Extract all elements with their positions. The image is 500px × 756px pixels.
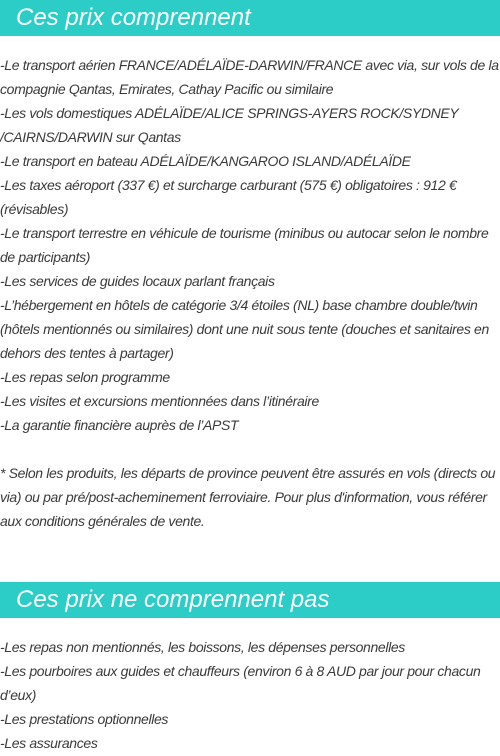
list-item: -Les taxes aéroport (337 €) et surcharge carburant (575 €) obligatoires : 912 € (révisables) — [0, 177, 457, 217]
paragraph-spacer — [0, 437, 500, 461]
list-item: -Les services de guides locaux parlant français — [0, 273, 275, 289]
list-item: -Les repas non mentionnés, les boissons, les dépenses personnelles — [0, 639, 405, 655]
list-item: -L’hébergement en hôtels de catégorie 3/4 étoiles (NL) base chambre double/twin (hôtels mentionnés ou similaires) dont une nuit sous tente (douches et sanitaires en dehors des tentes à partager) — [0, 297, 489, 361]
section-title-excludes: Ces prix ne comprennent pas — [0, 582, 500, 618]
section-excludes — [0, 582, 500, 755]
excludes-list — [0, 635, 500, 755]
list-item: -Le transport aérien FRANCE/ADÉLAÏDE-DARWIN/FRANCE avec via, sur vols de la compagnie Qantas, Emirates, Cathay Pacific ou similaire — [0, 57, 499, 97]
list-item: -Les visites et excursions mentionnées dans l’itinéraire — [0, 393, 319, 409]
footnote: * Selon les produits, les départs de province peuvent être assurés en vols (directs ou via) ou par pré/post-acheminement ferroviaire. Pour plus d'information, vous référer aux conditions générales de vente. — [0, 465, 496, 529]
list-item: -Le transport en bateau ADÉLAÏDE/KANGAROO ISLAND/ADÉLAÏDE — [0, 153, 411, 169]
list-item: -Les prestations optionnelles — [0, 711, 169, 727]
includes-list — [0, 53, 500, 533]
list-item: -Le transport terrestre en véhicule de tourisme (minibus ou autocar selon le nombre de participants) — [0, 225, 489, 265]
list-item: -La garantie financière auprès de l’APST — [0, 417, 239, 433]
section-title-includes: Ces prix comprennent — [0, 0, 500, 36]
list-item: -Les repas selon programme — [0, 369, 170, 385]
list-item: -Les pourboires aux guides et chauffeurs (environ 6 à 8 AUD par jour pour chacun d’eux) — [0, 663, 481, 703]
list-item: -Les assurances — [0, 735, 98, 751]
list-item: -Les vols domestiques ADÉLAÏDE/ALICE SPRINGS-AYERS ROCK/SYDNEY /CAIRNS/DARWIN sur Qantas — [0, 105, 459, 145]
